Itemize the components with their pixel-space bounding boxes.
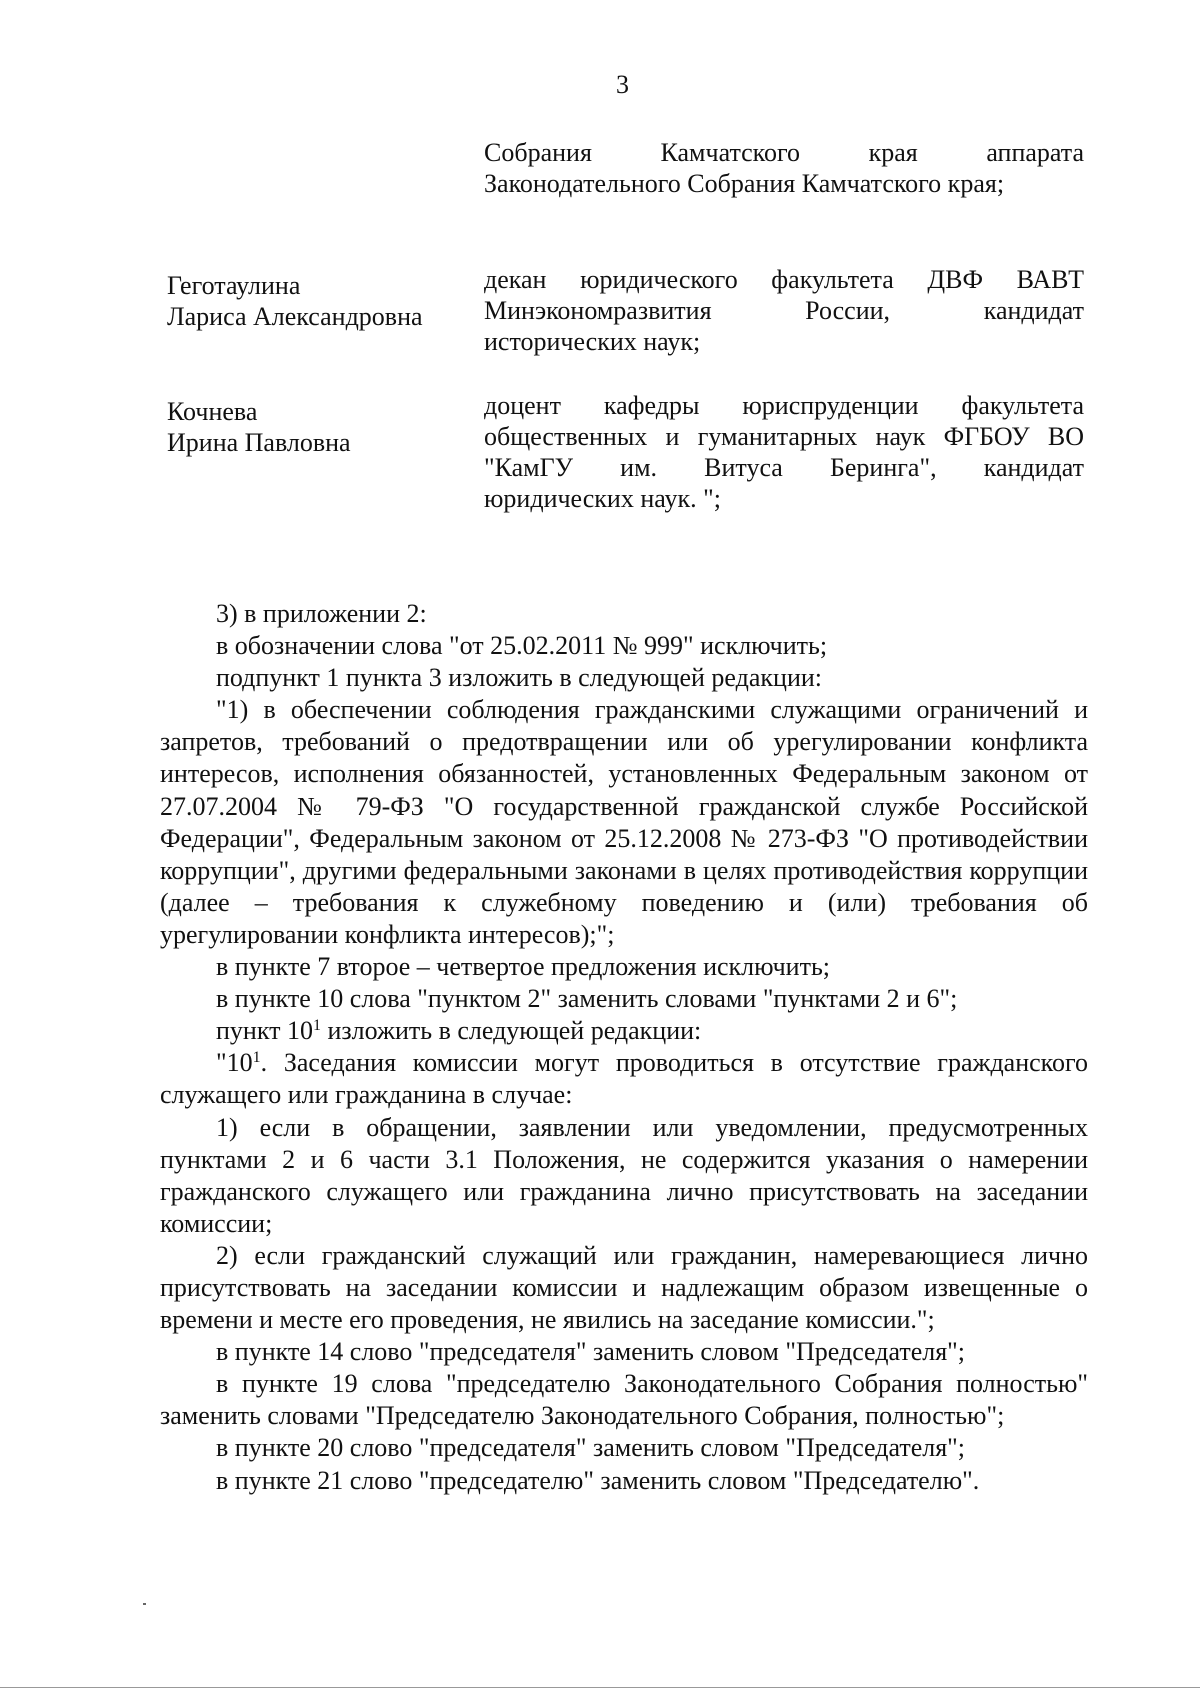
member-desc-line: исторических наук; bbox=[484, 327, 701, 356]
member-given-names: Ирина Павловна bbox=[167, 428, 351, 457]
member-surname: Геготаулина bbox=[167, 271, 301, 300]
text-run: изложить в следующей редакции: bbox=[320, 1016, 702, 1046]
member-name bbox=[167, 396, 467, 458]
member-desc-line: доцент кафедры юриспруденции факультета bbox=[484, 391, 1084, 420]
paragraph: в пункте 21 слово "председателю" заменить словом "Председателю". bbox=[216, 1465, 980, 1495]
paragraph: в пункте 19 слова "председателю Законодательного Собрания полностью" заменить словами "Председателю Законодательного Собрания, полностью"; bbox=[160, 1369, 1088, 1431]
paragraph: 2) если гражданский служащий или гражданин, намеревающиеся лично присутствовать на заседании комиссии и надлежащим образом извещенные о времени и месте его проведения, не явились на заседание комиссии."; bbox=[160, 1240, 1088, 1335]
paragraph: в пункте 14 слово "председателя" заменить словом "Председателя"; bbox=[216, 1337, 966, 1367]
text-run: "10 bbox=[216, 1048, 253, 1078]
paragraph bbox=[160, 1015, 1088, 1047]
member-desc-line: Минэкономразвития России, кандидат bbox=[484, 296, 1084, 325]
paragraph: в обозначении слова "от 25.02.2011 № 999" исключить; bbox=[216, 631, 828, 661]
superscript: 1 bbox=[312, 1017, 321, 1035]
page-number: 3 bbox=[616, 70, 629, 99]
member-given-names: Лариса Александровна bbox=[167, 302, 423, 331]
paragraph: в пункте 20 слово "председателя" заменить словом "Председателя"; bbox=[216, 1433, 966, 1463]
scan-edge-line bbox=[0, 1687, 1200, 1688]
member-desc-line: "КамГУ им. Витуса Беринга", кандидат bbox=[484, 453, 1084, 482]
text-run: пункт 10 bbox=[216, 1016, 313, 1046]
member-description bbox=[484, 264, 1084, 357]
member-desc-line: общественных и гуманитарных наук ФГБОУ ВО bbox=[484, 422, 1084, 451]
text-run: . Заседания комиссии могут проводиться в отсутствие гражданского служащего или гражданина в случае: bbox=[160, 1048, 1088, 1110]
paragraph: подпункт 1 пункта 3 изложить в следующей редакции: bbox=[216, 663, 822, 693]
paragraph bbox=[160, 1047, 1088, 1111]
paragraph: в пункте 7 второе – четвертое предложения исключить; bbox=[216, 952, 831, 982]
paragraph: 1) если в обращении, заявлении или уведомлении, предусмотренных пунктами 2 и 6 части 3.1 Положения, не содержится указания о намерении гражданского служащего или гражданина лично присутствовать на заседании комиссии; bbox=[160, 1112, 1088, 1238]
paragraph: 3) в приложении 2: bbox=[216, 599, 427, 628]
top-fragment bbox=[484, 137, 1084, 199]
member-surname: Кочнева bbox=[167, 397, 258, 426]
member-desc-line: декан юридического факультета ДВФ ВАВТ bbox=[484, 265, 1084, 294]
amendments-body bbox=[160, 598, 1088, 1497]
superscript: 1 bbox=[252, 1049, 261, 1067]
member-name bbox=[167, 270, 467, 332]
top-fragment-line-2: Законодательного Собрания Камчатского края; bbox=[484, 169, 1005, 198]
paragraph: "1) в обеспечении соблюдения гражданскими служащими ограничений и запретов, требований о предотвращении или об урегулировании конфликта интересов, исполнения обязанностей, установленных Федеральным законом от 27.07.2004 № 79-ФЗ "О государственной гражданской службе Российской Федерации", Федеральным законом от 25.12.2008 № 273-ФЗ "О противодействии коррупции", другими федеральными законами в целях противодействия коррупции (далее – требования к служебному поведению и (или) требования об урегулировании конфликта интересов);"; bbox=[160, 695, 1088, 949]
top-fragment-line-1: Собрания Камчатского края аппарата bbox=[484, 138, 1084, 167]
scan-speck bbox=[143, 1603, 146, 1605]
member-description bbox=[484, 390, 1084, 514]
paragraph: в пункте 10 слова "пунктом 2" заменить словами "пунктами 2 и 6"; bbox=[216, 984, 958, 1014]
member-desc-line: юридических наук. "; bbox=[484, 484, 721, 513]
